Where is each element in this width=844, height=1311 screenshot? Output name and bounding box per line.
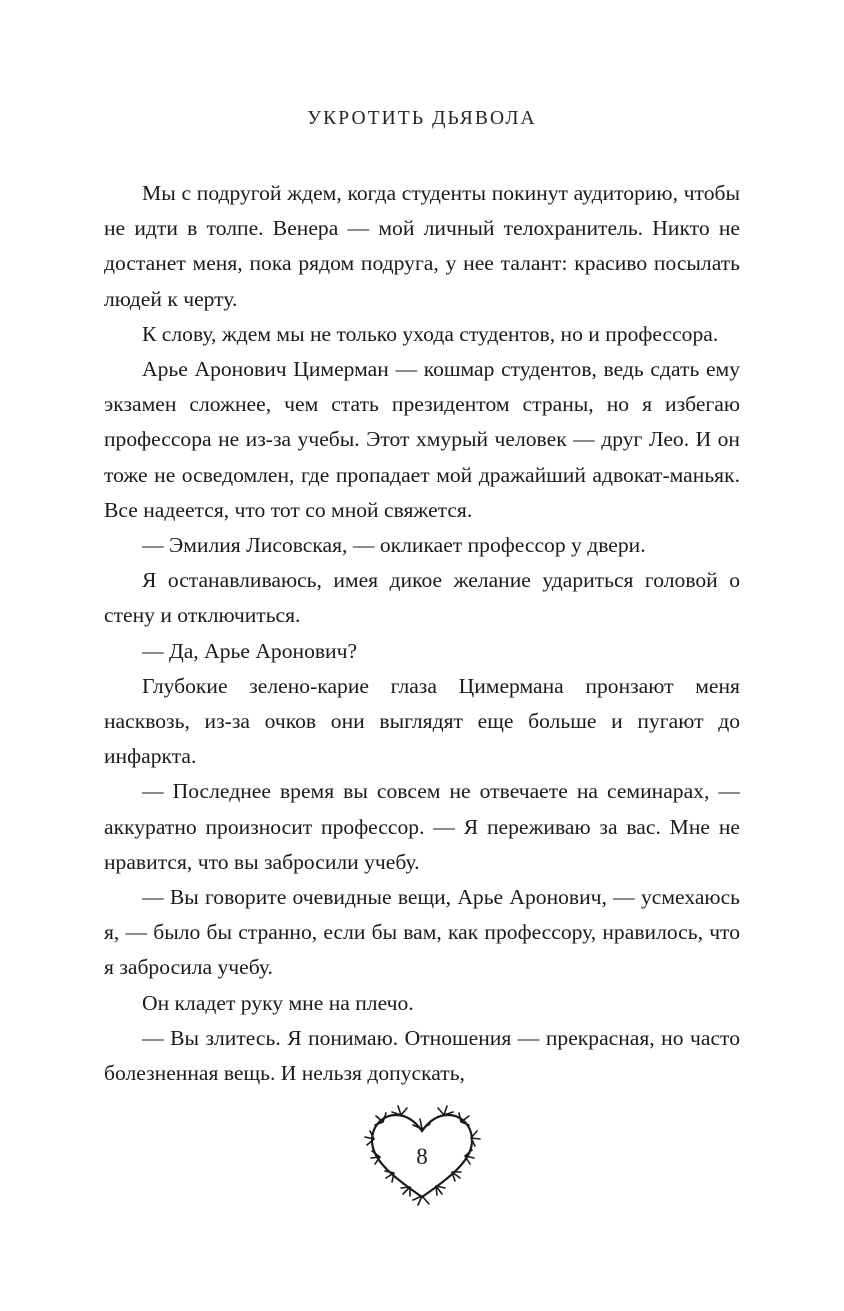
running-head: УКРОТИТЬ ДЬЯВОЛА	[307, 108, 537, 129]
paragraph: К слову, ждем мы не только ухода студентов, но и профессора.	[142, 321, 719, 346]
folio-ornament	[356, 1095, 488, 1215]
paragraph: — Да, Арье Аронович?	[142, 638, 358, 663]
paragraph: — Вы говорите очевидные вещи, Арье Аронович, — усмехаюсь я, — было бы странно, если бы вам, как профессору, нравилось, что я забросила учебу.	[104, 885, 740, 980]
paragraph: — Эмилия Лисовская, — окликает профессор у двери.	[142, 533, 646, 558]
body-text	[104, 176, 740, 1091]
paragraph: Арье Аронович Цимерман — кошмар студентов, ведь сдать ему экзамен сложнее, чем стать президентом страны, но я избегаю профессора не из-за учебы. Этот хмурый человек — друг Лео. И он тоже не осведомлен, где пропадает мой дражайший адвокат-маньяк. Все надеется, что тот со мной свяжется.	[104, 357, 740, 522]
paragraph: — Вы злитесь. Я понимаю. Отношения — прекрасная, но часто болезненная вещь. И нельзя допускать,	[104, 1025, 740, 1086]
paragraph: Глубокие зелено-карие глаза Цимермана пронзают меня насквозь, из-за очков они выглядят еще больше и пугают до инфаркта.	[104, 673, 740, 769]
paragraph: Я останавливаюсь, имея дикое желание удариться головой о стену и отключиться.	[104, 568, 740, 628]
paragraph: Он кладет руку мне на плечо.	[142, 990, 414, 1015]
paragraph: — Последнее время вы совсем не отвечаете на семинарах, — аккуратно произносит профессор. — Я переживаю за вас. Мне не нравится, что вы забросили учебу.	[104, 779, 740, 874]
page-footer	[0, 1095, 844, 1215]
paragraph: Мы с подругой ждем, когда студенты покинут аудиторию, чтобы не идти в толпе. Венера — мой личный телохранитель. Никто не достанет меня, пока рядом подруга, у нее талант: красиво посылать людей к черту.	[104, 181, 740, 311]
page-number: 8	[416, 1144, 428, 1169]
